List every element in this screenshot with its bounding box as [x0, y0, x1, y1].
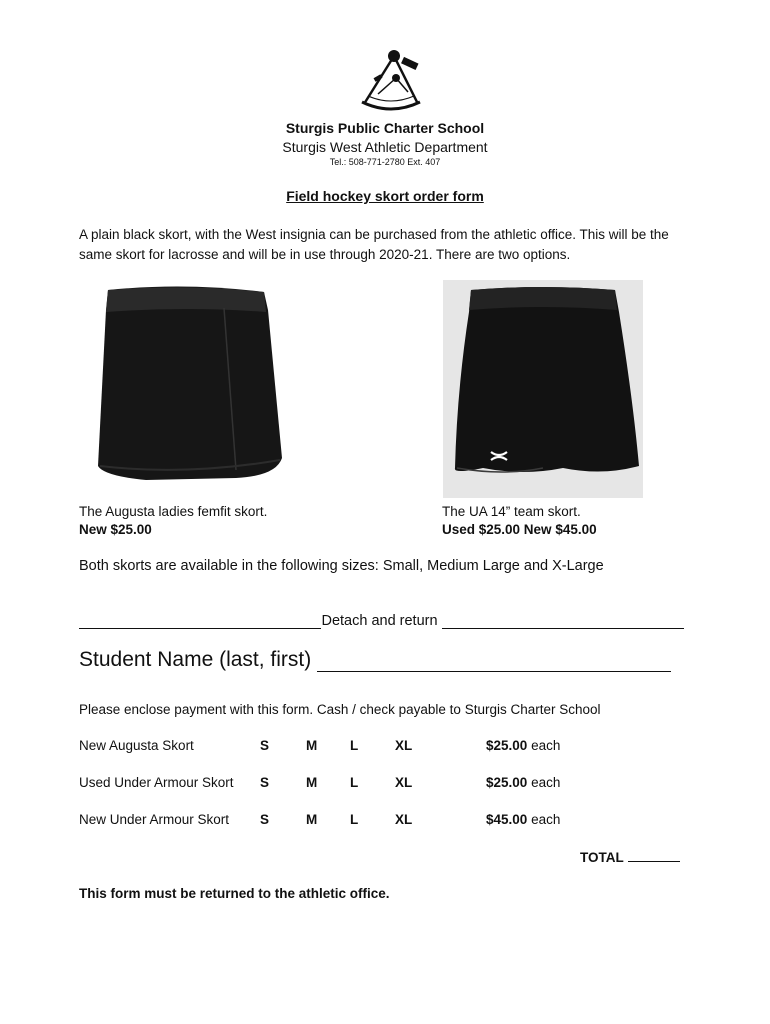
detach-label: Detach and return — [321, 613, 438, 629]
ua-skort-image — [443, 280, 643, 498]
size-option-m[interactable]: M — [306, 812, 318, 827]
size-option-l[interactable]: L — [350, 775, 359, 790]
order-item-name: Used Under Armour Skort — [79, 775, 234, 790]
size-option-s[interactable]: S — [260, 738, 270, 753]
augusta-caption-block — [79, 503, 267, 539]
ua-caption: The UA 14” team skort. — [442, 504, 581, 519]
size-option-s[interactable]: S — [260, 812, 270, 827]
augusta-caption: The Augusta ladies femfit skort. — [79, 504, 268, 519]
price-value: $45.00 — [486, 812, 528, 827]
detach-line — [79, 613, 684, 629]
department-name: Sturgis West Athletic Department — [282, 139, 488, 155]
total-label: TOTAL — [580, 850, 624, 865]
size-option-s[interactable]: S — [260, 775, 270, 790]
order-row — [79, 775, 679, 795]
size-option-xl[interactable]: XL — [395, 775, 413, 790]
order-item-price — [486, 738, 560, 753]
sextant-logo-icon — [356, 46, 426, 114]
size-option-xl[interactable]: XL — [395, 738, 413, 753]
size-option-l[interactable]: L — [350, 812, 359, 827]
price-unit: each — [531, 812, 561, 827]
order-item-name: New Under Armour Skort — [79, 812, 230, 827]
detach-rule-right — [442, 614, 684, 629]
size-option-xl[interactable]: XL — [395, 812, 413, 827]
order-item-name: New Augusta Skort — [79, 738, 194, 753]
order-row — [79, 738, 679, 758]
price-value: $25.00 — [486, 775, 528, 790]
detach-rule-left — [79, 614, 321, 629]
order-item-price — [486, 775, 560, 790]
intro-paragraph: A plain black skort, with the West insignia can be purchased from the athletic office. This will be the same skort for lacrosse and will be in use through 2020-21. There are two options. — [79, 227, 669, 262]
student-name-blank[interactable] — [317, 651, 671, 672]
price-value: $25.00 — [486, 738, 528, 753]
price-unit: each — [531, 775, 561, 790]
form-title: Field hockey skort order form — [286, 188, 484, 204]
augusta-price: New $25.00 — [79, 522, 152, 537]
augusta-skort-image — [86, 280, 286, 495]
price-unit: each — [531, 738, 561, 753]
sizes-note: Both skorts are available in the following sizes: Small, Medium Large and X-Large — [79, 558, 604, 574]
size-option-m[interactable]: M — [306, 738, 318, 753]
footer-note: This form must be returned to the athletic office. — [79, 886, 390, 901]
school-name: Sturgis Public Charter School — [285, 120, 485, 136]
total-blank[interactable] — [628, 849, 680, 862]
size-option-m[interactable]: M — [306, 775, 318, 790]
telephone: Tel.: 508-771-2780 Ext. 407 — [329, 157, 441, 167]
total-field[interactable] — [580, 849, 680, 865]
payment-note: Please enclose payment with this form. Cash / check payable to Sturgis Charter School — [79, 702, 601, 717]
order-item-price — [486, 812, 560, 827]
student-name-field[interactable] — [79, 648, 671, 672]
ua-caption-block — [442, 503, 597, 539]
ua-price: Used $25.00 New $45.00 — [442, 522, 597, 537]
size-option-l[interactable]: L — [350, 738, 359, 753]
order-row — [79, 812, 679, 832]
student-name-label: Student Name (last, first) — [79, 648, 312, 671]
